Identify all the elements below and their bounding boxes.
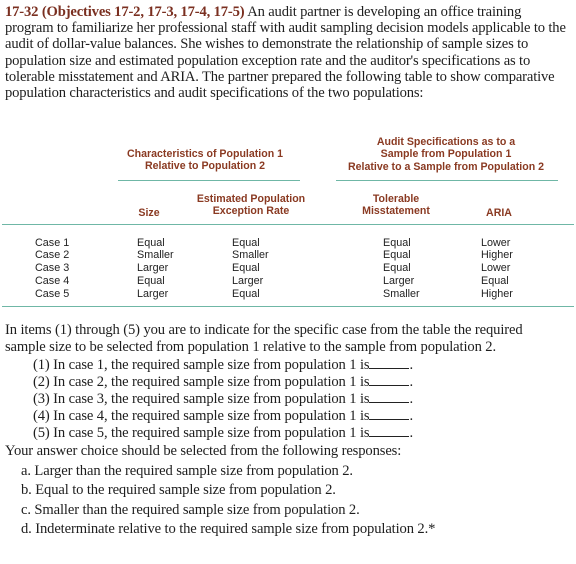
table-cell: Equal	[137, 275, 165, 287]
column-header-exception-rate	[186, 193, 316, 218]
column-header-tolerable-line2: Misstatement	[362, 205, 430, 218]
table-cell: Smaller	[383, 288, 420, 300]
group-header-audit-specs	[330, 136, 562, 173]
response-intro: Your answer choice should be selected from the following responses:	[5, 443, 402, 459]
table-cell: Equal	[481, 275, 509, 287]
table-cell: Larger	[137, 262, 169, 274]
column-header-exception-line1: Estimated Population	[196, 193, 306, 205]
instructions-line-2: sample size to be selected from population 1 relative to the sample from population 2.	[5, 339, 496, 355]
table-cell: Lower	[481, 262, 511, 274]
problem-objectives: (Objectives 17-2, 17-3, 17-4, 17-5)	[41, 4, 245, 20]
item-3: (3) In case 3, the required sample size from population 1 is .	[33, 391, 413, 407]
item-5: (5) In case 5, the required sample size from population 1 is .	[33, 425, 413, 441]
column-header-tolerable	[346, 193, 446, 218]
table-cell: Equal	[137, 237, 165, 249]
column-header-size: Size	[138, 207, 160, 219]
item-1-text: (1) In case 1, the required sample size from population 1 is	[33, 357, 370, 373]
group-header-audit-rule	[336, 180, 558, 181]
response-option-c: c. Smaller than the required sample size from population 2.	[21, 502, 360, 518]
case-label: Case 2	[35, 249, 70, 261]
item-1: (1) In case 1, the required sample size from population 1 is .	[33, 357, 413, 373]
problem-number: 17-32	[5, 4, 39, 20]
group-header-population	[108, 148, 302, 173]
item-5-text: (5) In case 5, the required sample size from population 1 is	[33, 425, 370, 441]
group-header-audit-line3: Relative to a Sample from Population 2	[347, 160, 545, 173]
table-cell: Equal	[232, 262, 260, 274]
table-cell: Smaller	[137, 249, 174, 261]
table-cell: Higher	[481, 288, 513, 300]
response-option-d: d. Indeterminate relative to the required sample size from population 2.*	[21, 521, 436, 537]
table-cell: Equal	[383, 249, 411, 261]
group-header-population-rule	[118, 180, 300, 181]
item-3-text: (3) In case 3, the required sample size from population 1 is	[33, 391, 370, 407]
response-option-a: a. Larger than the required sample size from population 2.	[21, 463, 353, 479]
table-cell: Equal	[232, 288, 260, 300]
column-header-aria: ARIA	[486, 207, 512, 219]
answer-blank-1[interactable]	[369, 356, 409, 369]
table-cell: Equal	[383, 262, 411, 274]
response-option-b: b. Equal to the required sample size from population 2.	[21, 482, 336, 498]
answer-blank-5[interactable]	[369, 424, 409, 437]
item-4-text: (4) In case 4, the required sample size from population 1 is	[33, 408, 370, 424]
table-cell: Higher	[481, 249, 513, 261]
case-label: Case 3	[35, 262, 70, 274]
answer-blank-3[interactable]	[369, 390, 409, 403]
table-cell: Equal	[232, 237, 260, 249]
case-label: Case 4	[35, 275, 70, 287]
item-4: (4) In case 4, the required sample size from population 1 is .	[33, 408, 413, 424]
group-header-audit-line1: Audit Specifications as to a	[376, 136, 516, 148]
group-header-population-line1: Characteristics of Population 1	[127, 148, 283, 160]
table-cell: Larger	[137, 288, 169, 300]
group-header-population-line2: Relative to Population 2	[144, 160, 266, 173]
table-cell: Smaller	[232, 249, 269, 261]
item-2: (2) In case 2, the required sample size from population 1 is .	[33, 374, 413, 390]
group-header-audit-line2: Sample from Population 1	[380, 148, 512, 161]
instructions-line-1: In items (1) through (5) you are to indicate for the specific case from the table the required	[5, 322, 523, 338]
table-cell: Equal	[383, 237, 411, 249]
item-2-text: (2) In case 2, the required sample size from population 1 is	[33, 374, 370, 390]
column-header-tolerable-line1: Tolerable	[372, 193, 420, 205]
table-bottom-rule	[2, 306, 574, 307]
problem-text: An audit partner is developing an office training program to familiarize her professional staff with audit sampling decision models applicable to the audit of dollar-value balances. She wishes to demonstrate the relationship of sample sizes to population size and estimated population exception rate and the auditor's specifications as to tolerable misstatement and ARIA. The partner prepared the following table to show comparative population characteristics and audit specifications of the two populations:	[5, 4, 566, 102]
table-cell: Larger	[383, 275, 415, 287]
table-cell: Lower	[481, 237, 511, 249]
case-label: Case 5	[35, 288, 70, 300]
column-header-exception-line2: Exception Rate	[212, 205, 290, 218]
table-header-rule	[2, 224, 574, 225]
answer-blank-2[interactable]	[369, 373, 409, 386]
case-label: Case 1	[35, 237, 70, 249]
answer-blank-4[interactable]	[369, 407, 409, 420]
table-cell: Larger	[232, 275, 264, 287]
